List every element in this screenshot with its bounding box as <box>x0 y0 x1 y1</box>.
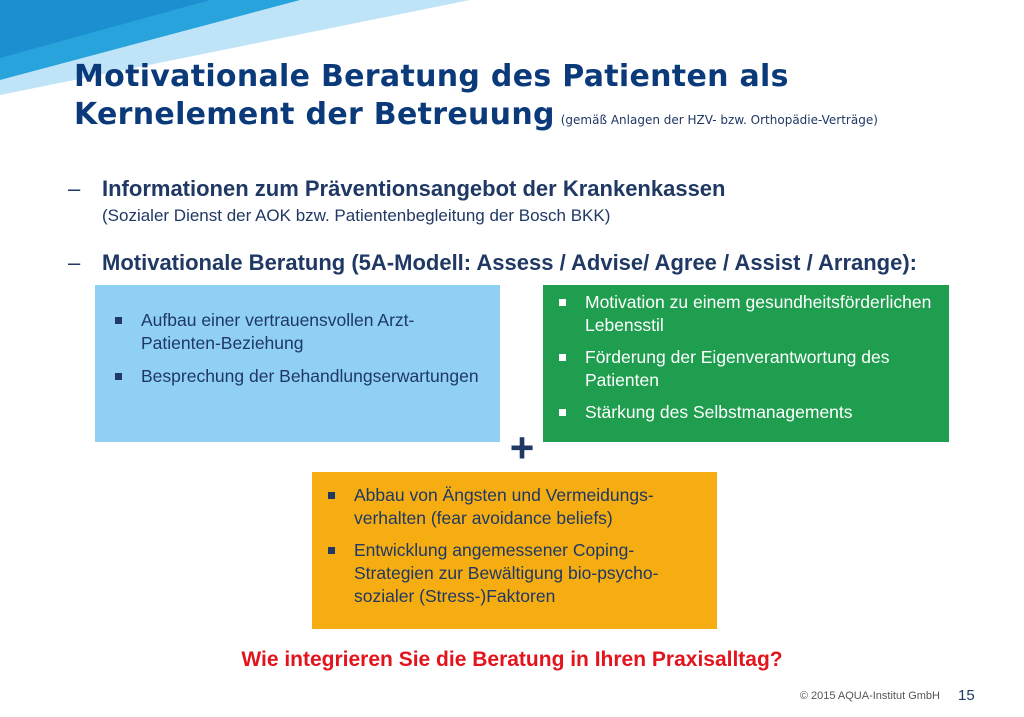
list-item: Aufbau einer vertrauensvollen Arzt-Patienten-Beziehung <box>113 309 484 355</box>
list-item: Motivation zu einem gesundheitsförderlichen Lebensstil <box>557 291 935 337</box>
slide-title <box>74 58 1014 139</box>
list-item: Besprechung der Behandlungserwartungen <box>113 365 484 388</box>
orange-box <box>312 472 717 629</box>
list-item: Abbau von Ängsten und Vermeidungs-verhalten (fear avoidance beliefs) <box>326 484 703 530</box>
title-line-2-text: Kernelement der Betreuung <box>74 97 555 132</box>
list-item: Stärkung des Selbstmanagements <box>557 401 935 424</box>
title-line-2 <box>74 96 1014 139</box>
title-note: (gemäß Anlagen der HZV- bzw. Orthopädie-Verträge) <box>560 113 878 127</box>
title-line-1: Motivationale Beratung des Patienten als <box>74 59 789 94</box>
bullet-heading: Informationen zum Präventionsangebot der Krankenkassen <box>102 176 726 201</box>
bullet-heading: Motivationale Beratung (5A-Modell: Assess / Advise/ Agree / Assist / Arrange): <box>102 250 917 275</box>
page-number: 15 <box>958 687 975 704</box>
list-item: Förderung der Eigenverantwortung des Patienten <box>557 346 935 392</box>
dash-marker: – <box>68 176 81 201</box>
closing-question: Wie integrieren Sie die Beratung in Ihren Praxisalltag? <box>241 648 783 671</box>
green-box <box>543 285 949 442</box>
plus-sign: + <box>509 424 535 471</box>
copyright-notice: © 2015 AQUA-Institut GmbH <box>799 690 940 702</box>
list-item: Entwicklung angemessener Coping-Strategien zur Bewältigung bio-psycho-sozialer (Stress-)Faktoren <box>326 539 703 608</box>
dash-marker: – <box>68 250 81 275</box>
blue-box <box>95 285 500 442</box>
bullet-subtext: (Sozialer Dienst der AOK bzw. Patientenbegleitung der Bosch BKK) <box>102 206 611 225</box>
